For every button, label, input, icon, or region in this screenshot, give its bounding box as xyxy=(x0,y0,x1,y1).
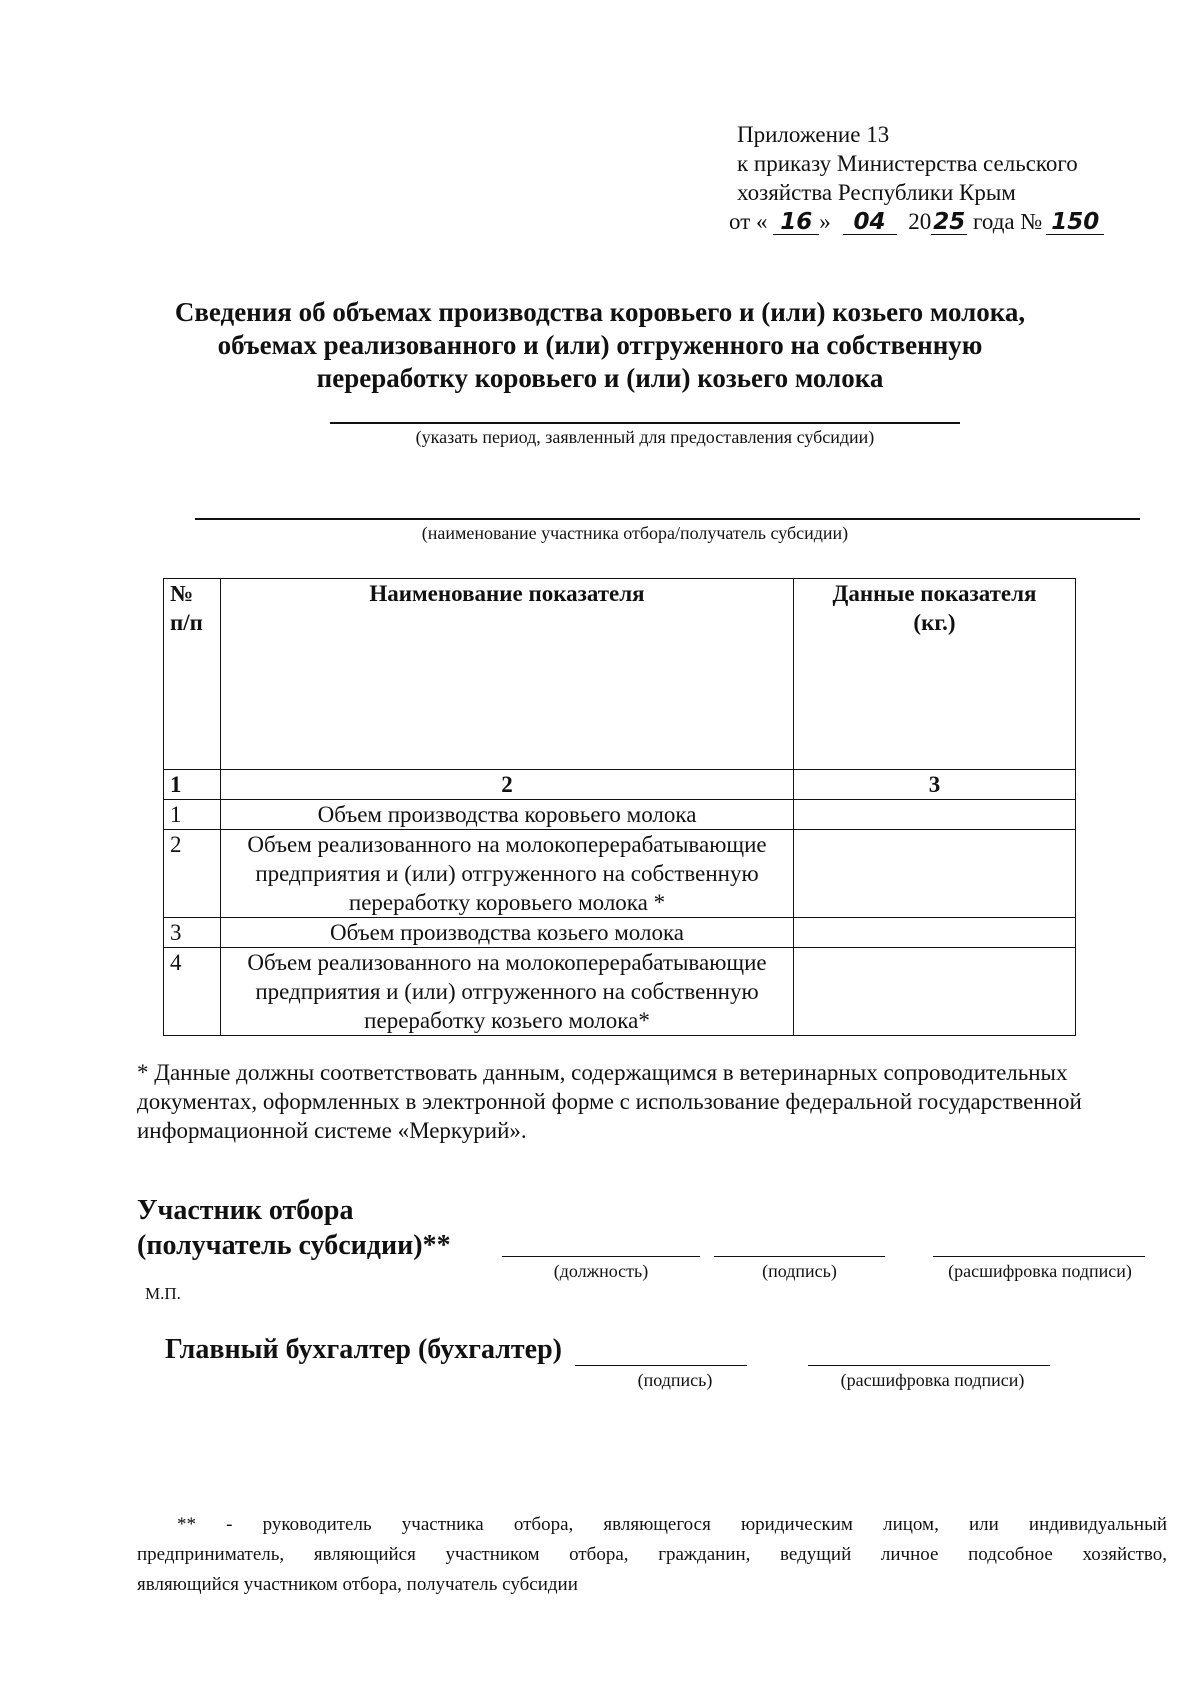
row-value-cell[interactable] xyxy=(794,918,1076,948)
row-name-line: переработку коровьего молока * xyxy=(348,890,666,915)
year-suffix: 25 xyxy=(933,209,966,235)
row-number: 2 xyxy=(164,830,221,918)
footer-line-3: являющийся участником отбора, получатель субсидии xyxy=(137,1574,578,1595)
row-indicator-name xyxy=(221,918,794,948)
table-row xyxy=(164,800,1076,830)
row-value-cell[interactable] xyxy=(794,830,1076,918)
table-row xyxy=(164,918,1076,948)
appendix-number: Приложение 13 xyxy=(737,122,890,147)
row-name-line: переработку козьего молока* xyxy=(364,1008,650,1033)
header-number-line-1: № xyxy=(170,581,194,606)
table-row xyxy=(164,948,1076,1036)
row-name-line: предприятия и (или) отгруженного на собственную xyxy=(255,979,759,1004)
date-month: 04 xyxy=(843,210,897,235)
row-name-line: предприятия и (или) отгруженного на собственную xyxy=(255,861,759,886)
footnote-line-3: информационной системе «Меркурий». xyxy=(137,1118,527,1143)
row-number: 4 xyxy=(164,948,221,1036)
signature-line[interactable] xyxy=(714,1256,885,1257)
title-line-2: объемах реализованного и (или) отгруженного на собственную xyxy=(217,330,983,360)
title-line-3: переработку коровьего и (или) козьего молока xyxy=(316,363,884,393)
footnote-line-2: документах, оформленных в электронной форме с использование федеральной государственной xyxy=(137,1089,1082,1114)
header-indicator-name: Наименование показателя xyxy=(221,579,794,770)
column-index-2: 2 xyxy=(221,770,794,800)
accountant-decoding-caption: (расшифровка подписи) xyxy=(840,1370,1025,1390)
row-name-line: Объем производства коровьего молока xyxy=(317,802,697,827)
row-indicator-name xyxy=(221,948,794,1036)
appendix-header xyxy=(729,120,1157,236)
header-number xyxy=(164,579,221,770)
order-number: 150 xyxy=(1046,210,1104,235)
header-indicator-value xyxy=(794,579,1076,770)
table-header-row xyxy=(164,579,1076,770)
row-name-line: Объем производства козьего молока xyxy=(329,920,685,945)
row-number: 3 xyxy=(164,918,221,948)
table-row xyxy=(164,830,1076,918)
footer-line-2: предприниматель, являющийся участником отбора, гражданин, ведущий личное подсобное хозяйство, xyxy=(137,1544,1167,1565)
document-title xyxy=(150,296,1050,395)
row-name-line: Объем реализованного на молокоперерабатывающие xyxy=(247,950,767,975)
order-date-line xyxy=(729,207,1157,236)
row-indicator-name xyxy=(221,800,794,830)
date-prefix: от « xyxy=(729,209,768,234)
position-caption: (должность) xyxy=(553,1261,649,1281)
footnote-line-1: * Данные должны соответствовать данным, содержащимся в ветеринарных сопроводительных xyxy=(137,1060,1068,1085)
date-day: 16 xyxy=(773,210,819,235)
column-index-1: 1 xyxy=(164,770,221,800)
participant-field-line xyxy=(195,518,1140,520)
row-number: 1 xyxy=(164,800,221,830)
decoding-caption: (расшифровка подписи) xyxy=(948,1261,1132,1281)
decoding-line[interactable] xyxy=(933,1256,1145,1257)
participant-caption: (наименование участника отбора/получатель субсидии) xyxy=(421,523,849,543)
row-value-cell[interactable] xyxy=(794,800,1076,830)
accountant-decoding-line[interactable] xyxy=(808,1365,1050,1366)
row-name-line: Объем реализованного на молокоперерабатывающие xyxy=(247,832,767,857)
mercury-footnote xyxy=(137,1058,1147,1145)
accountant-signature-line[interactable] xyxy=(575,1365,747,1366)
date-separator: » xyxy=(819,209,831,234)
position-line[interactable] xyxy=(502,1256,700,1257)
column-index-row xyxy=(164,770,1076,800)
header-value-line-2: (кг.) xyxy=(913,610,956,635)
chief-accountant-title: Главный бухгалтер (бухгалтер) xyxy=(165,1334,562,1365)
participant-title-line-1: Участник отбора xyxy=(137,1195,354,1226)
order-number-label: года № xyxy=(973,209,1043,234)
participant-signature-title xyxy=(137,1193,557,1263)
header-value-line-1: Данные показателя xyxy=(832,581,1037,606)
year-prefix: 20 xyxy=(908,209,932,234)
participant-definition-note xyxy=(137,1510,1167,1600)
indicators-table xyxy=(163,578,1076,1036)
column-index-3: 3 xyxy=(794,770,1076,800)
header-number-line-2: п/п xyxy=(170,610,203,635)
participant-title-line-2: (получатель субсидии)** xyxy=(137,1230,451,1261)
row-value-cell[interactable] xyxy=(794,948,1076,1036)
accountant-signature-caption: (подпись) xyxy=(637,1370,713,1390)
signature-caption: (подпись) xyxy=(762,1261,837,1281)
period-field-line xyxy=(330,422,960,424)
order-reference: к приказу Министерства сельского xyxy=(737,151,1078,176)
title-line-1: Сведения об объемах производства коровьего и (или) козьего молока, xyxy=(174,297,1026,327)
period-caption: (указать период, заявленный для предоставления субсидии) xyxy=(415,427,875,447)
row-indicator-name xyxy=(221,830,794,918)
stamp-placeholder: М.П. xyxy=(145,1284,181,1303)
ministry-name: хозяйства Республики Крым xyxy=(737,180,1016,205)
footer-line-1: ** - руководитель участника отбора, являющегося юридическим лицом, или индивидуальный xyxy=(177,1514,1167,1535)
